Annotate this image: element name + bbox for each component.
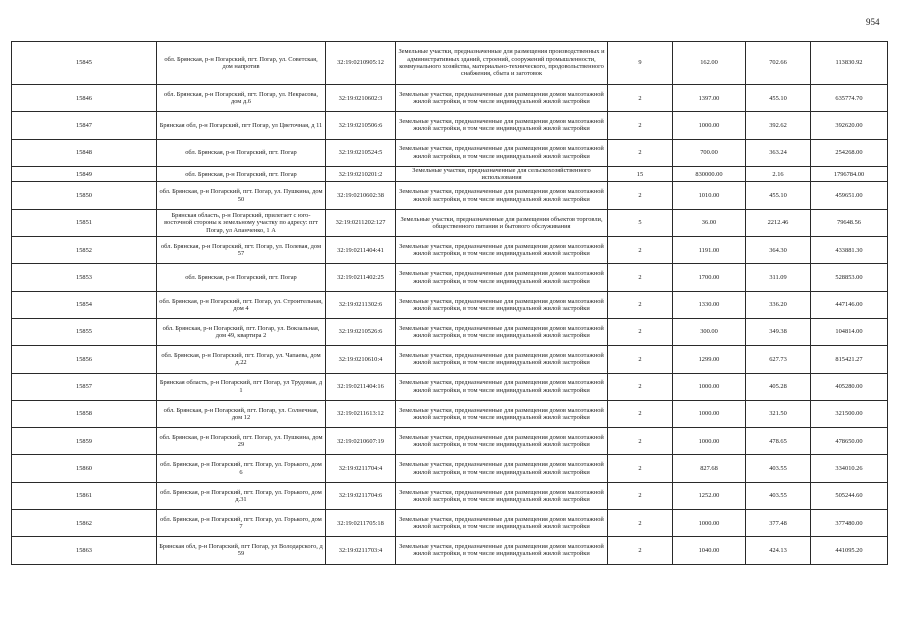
address-cell: обл. Брянская, р-н Погарский, пгт. Погар, ул. Пушкина, дом 50 <box>157 182 326 209</box>
row-number-cell: 15858 <box>12 400 157 427</box>
cadastral-value-cell: 459651.00 <box>811 182 888 209</box>
row-number-cell: 15847 <box>12 112 157 139</box>
cadastral-number-cell: 32:19:0211402:25 <box>326 264 396 291</box>
cadastral-number-cell: 32:19:0210526:6 <box>326 318 396 345</box>
page-number: 954 <box>866 17 880 27</box>
cadastral-number-cell: 32:19:0210506:6 <box>326 112 396 139</box>
address-cell: обл. Брянская, р-н Погарский, пгт. Погар, ул. Горького, дом 7 <box>157 510 326 537</box>
address-cell: Брянская обл, р-н Погарский, пгт Погар, ул Цветочная, д 11 <box>157 112 326 139</box>
cadastral-number-cell: 32:19:0211704:4 <box>326 455 396 482</box>
specific-value-cell: 363.24 <box>746 139 811 166</box>
table-row <box>12 537 888 564</box>
table-row <box>12 346 888 373</box>
cadastral-value-cell: 447146.00 <box>811 291 888 318</box>
specific-value-cell: 377.48 <box>746 510 811 537</box>
address-cell: обл. Брянская, р-н Погарский, пгт. Погар, ул. Горького, дом 6 <box>157 455 326 482</box>
table-row <box>12 209 888 236</box>
area-cell: 300.00 <box>673 318 746 345</box>
row-number-cell: 15852 <box>12 237 157 264</box>
row-number-cell: 15846 <box>12 85 157 112</box>
permitted-use-cell: Земельные участки, предназначенные для размещения производственных и административных зданий, строений, сооружений промышленности, коммунального хозяйства, материально-технического, продовольственного снабжения, сбыта и заготовок <box>396 42 608 85</box>
address-cell: обл. Брянская, р-н Погарский, пгт. Погар <box>157 166 326 182</box>
address-cell: обл. Брянская, р-н Погарский, пгт. Погар <box>157 139 326 166</box>
cadastral-value-cell: 79648.56 <box>811 209 888 236</box>
cadastral-number-cell: 32:19:0211404:16 <box>326 373 396 400</box>
permitted-use-cell: Земельные участки, предназначенные для размещения домов малоэтажной жилой застройки, в том числе индивидуальной жилой застройки <box>396 482 608 509</box>
cadastral-number-cell: 32:19:0210607:19 <box>326 428 396 455</box>
row-number-cell: 15851 <box>12 209 157 236</box>
cadastral-value-cell: 254268.00 <box>811 139 888 166</box>
use-group-code-cell: 2 <box>608 455 673 482</box>
address-cell: Брянская обл, р-н Погарский, пгт Погар, ул Володарского, д 59 <box>157 537 326 564</box>
specific-value-cell: 364.30 <box>746 237 811 264</box>
row-number-cell: 15848 <box>12 139 157 166</box>
cadastral-value-cell: 815421.27 <box>811 346 888 373</box>
row-number-cell: 15860 <box>12 455 157 482</box>
table-row <box>12 264 888 291</box>
cadastral-value-cell: 377480.00 <box>811 510 888 537</box>
specific-value-cell: 424.13 <box>746 537 811 564</box>
cadastral-value-cell: 478650.00 <box>811 428 888 455</box>
specific-value-cell: 311.09 <box>746 264 811 291</box>
use-group-code-cell: 2 <box>608 510 673 537</box>
table-row <box>12 85 888 112</box>
table-row <box>12 510 888 537</box>
area-cell: 1000.00 <box>673 112 746 139</box>
row-number-cell: 15854 <box>12 291 157 318</box>
specific-value-cell: 349.38 <box>746 318 811 345</box>
use-group-code-cell: 2 <box>608 537 673 564</box>
area-cell: 1000.00 <box>673 400 746 427</box>
address-cell: обл. Брянская, р-н Погарский, пгт. Погар, ул. Некрасова, дом д.6 <box>157 85 326 112</box>
cadastral-value-cell: 104814.00 <box>811 318 888 345</box>
cadastral-number-cell: 32:19:0211704:6 <box>326 482 396 509</box>
area-cell: 1191.00 <box>673 237 746 264</box>
table-row <box>12 455 888 482</box>
use-group-code-cell: 2 <box>608 139 673 166</box>
permitted-use-cell: Земельные участки, предназначенные для размещения домов малоэтажной жилой застройки, в том числе индивидуальной жилой застройки <box>396 85 608 112</box>
area-cell: 36.00 <box>673 209 746 236</box>
area-cell: 1010.00 <box>673 182 746 209</box>
use-group-code-cell: 2 <box>608 237 673 264</box>
area-cell: 1397.00 <box>673 85 746 112</box>
permitted-use-cell: Земельные участки, предназначенные для размещения домов малоэтажной жилой застройки, в том числе индивидуальной жилой застройки <box>396 139 608 166</box>
use-group-code-cell: 2 <box>608 112 673 139</box>
area-cell: 1299.00 <box>673 346 746 373</box>
permitted-use-cell: Земельные участки, предназначенные для размещения домов малоэтажной жилой застройки, в том числе индивидуальной жилой застройки <box>396 455 608 482</box>
use-group-code-cell: 2 <box>608 482 673 509</box>
use-group-code-cell: 2 <box>608 400 673 427</box>
area-cell: 1330.00 <box>673 291 746 318</box>
permitted-use-cell: Земельные участки, предназначенные для размещения домов малоэтажной жилой застройки, в том числе индивидуальной жилой застройки <box>396 264 608 291</box>
table-row <box>12 373 888 400</box>
cadastral-number-cell: 32:19:0210905:12 <box>326 42 396 85</box>
row-number-cell: 15853 <box>12 264 157 291</box>
permitted-use-cell: Земельные участки, предназначенные для размещения домов малоэтажной жилой застройки, в том числе индивидуальной жилой застройки <box>396 373 608 400</box>
row-number-cell: 15855 <box>12 318 157 345</box>
permitted-use-cell: Земельные участки, предназначенные для размещения домов малоэтажной жилой застройки, в том числе индивидуальной жилой застройки <box>396 318 608 345</box>
cadastral-value-cell: 334010.26 <box>811 455 888 482</box>
cadastral-value-table <box>11 41 888 565</box>
cadastral-value-cell: 405280.00 <box>811 373 888 400</box>
table-row <box>12 428 888 455</box>
row-number-cell: 15862 <box>12 510 157 537</box>
use-group-code-cell: 2 <box>608 182 673 209</box>
area-cell: 1000.00 <box>673 510 746 537</box>
cadastral-number-cell: 32:19:0210201:2 <box>326 166 396 182</box>
permitted-use-cell: Земельные участки, предназначенные для размещения домов малоэтажной жилой застройки, в том числе индивидуальной жилой застройки <box>396 182 608 209</box>
permitted-use-cell: Земельные участки, предназначенные для размещения домов малоэтажной жилой застройки, в том числе индивидуальной жилой застройки <box>396 237 608 264</box>
table-row <box>12 166 888 182</box>
permitted-use-cell: Земельные участки, предназначенные для размещения домов малоэтажной жилой застройки, в том числе индивидуальной жилой застройки <box>396 428 608 455</box>
specific-value-cell: 627.73 <box>746 346 811 373</box>
permitted-use-cell: Земельные участки, предназначенные для размещения домов малоэтажной жилой застройки, в том числе индивидуальной жилой застройки <box>396 346 608 373</box>
address-cell: обл. Брянская, р-н Погарский, пгт. Погар, ул. Чапаева, дом д.22 <box>157 346 326 373</box>
cadastral-number-cell: 32:19:0210524:5 <box>326 139 396 166</box>
cadastral-value-cell: 113830.92 <box>811 42 888 85</box>
specific-value-cell: 403.55 <box>746 455 811 482</box>
area-cell: 827.68 <box>673 455 746 482</box>
address-cell: обл. Брянская, р-н Погарский, пгт. Погар, ул. Вокзальная, дом 49, квартира 2 <box>157 318 326 345</box>
permitted-use-cell: Земельные участки, предназначенные для размещения домов малоэтажной жилой застройки, в том числе индивидуальной жилой застройки <box>396 400 608 427</box>
cadastral-number-cell: 32:19:0211613:12 <box>326 400 396 427</box>
table-row <box>12 400 888 427</box>
use-group-code-cell: 2 <box>608 373 673 400</box>
cadastral-number-cell: 32:19:0211202:127 <box>326 209 396 236</box>
cadastral-value-cell: 635774.70 <box>811 85 888 112</box>
use-group-code-cell: 2 <box>608 318 673 345</box>
area-cell: 1000.00 <box>673 428 746 455</box>
area-cell: 1040.00 <box>673 537 746 564</box>
use-group-code-cell: 2 <box>608 264 673 291</box>
row-number-cell: 15849 <box>12 166 157 182</box>
cadastral-number-cell: 32:19:0210602:38 <box>326 182 396 209</box>
permitted-use-cell: Земельные участки, предназначенные для размещения домов малоэтажной жилой застройки, в том числе индивидуальной жилой застройки <box>396 291 608 318</box>
address-cell: обл. Брянская, р-н Погарский, пгт. Погар, ул. Советская, дом напротив <box>157 42 326 85</box>
use-group-code-cell: 9 <box>608 42 673 85</box>
address-cell: обл. Брянская, р-н Погарский, пгт. Погар, ул. Строительная, дом 4 <box>157 291 326 318</box>
table-row <box>12 182 888 209</box>
permitted-use-cell: Земельные участки, предназначенные для размещения объектов торговли, общественного питания и бытового обслуживания <box>396 209 608 236</box>
table-row <box>12 112 888 139</box>
permitted-use-cell: Земельные участки, предназначенные для сельскохозяйственного использования <box>396 166 608 182</box>
area-cell: 1252.00 <box>673 482 746 509</box>
row-number-cell: 15856 <box>12 346 157 373</box>
address-cell: обл. Брянская, р-н Погарский, пгт. Погар, ул. Пушкина, дом 29 <box>157 428 326 455</box>
area-cell: 162.00 <box>673 42 746 85</box>
cadastral-value-cell: 321500.00 <box>811 400 888 427</box>
specific-value-cell: 455.10 <box>746 182 811 209</box>
table-body <box>12 42 888 565</box>
use-group-code-cell: 2 <box>608 85 673 112</box>
address-cell: Брянская область, р-н Погарский, пгт Погар, ул Трудовая, д 1 <box>157 373 326 400</box>
address-cell: Брянская область, р-н Погарский, прилегает с юго-восточной стороны к земельному участку по адресу: пгт Погар, ул Апанченко, 1 А <box>157 209 326 236</box>
specific-value-cell: 321.50 <box>746 400 811 427</box>
permitted-use-cell: Земельные участки, предназначенные для размещения домов малоэтажной жилой застройки, в том числе индивидуальной жилой застройки <box>396 510 608 537</box>
cadastral-number-cell: 32:19:0211703:4 <box>326 537 396 564</box>
permitted-use-cell: Земельные участки, предназначенные для размещения домов малоэтажной жилой застройки, в том числе индивидуальной жилой застройки <box>396 112 608 139</box>
use-group-code-cell: 15 <box>608 166 673 182</box>
area-cell: 1000.00 <box>673 373 746 400</box>
specific-value-cell: 2212.46 <box>746 209 811 236</box>
specific-value-cell: 392.62 <box>746 112 811 139</box>
specific-value-cell: 455.10 <box>746 85 811 112</box>
specific-value-cell: 702.66 <box>746 42 811 85</box>
cadastral-value-cell: 1796784.00 <box>811 166 888 182</box>
cadastral-number-cell: 32:19:0210602:3 <box>326 85 396 112</box>
table-row <box>12 482 888 509</box>
table-row <box>12 291 888 318</box>
address-cell: обл. Брянская, р-н Погарский, пгт. Погар, ул. Горького, дом д.31 <box>157 482 326 509</box>
row-number-cell: 15863 <box>12 537 157 564</box>
table-row <box>12 139 888 166</box>
specific-value-cell: 405.28 <box>746 373 811 400</box>
cadastral-value-cell: 392620.00 <box>811 112 888 139</box>
cadastral-number-cell: 32:19:0210610:4 <box>326 346 396 373</box>
address-cell: обл. Брянская, р-н Погарский, пгт. Погар <box>157 264 326 291</box>
cadastral-value-cell: 441095.20 <box>811 537 888 564</box>
specific-value-cell: 2.16 <box>746 166 811 182</box>
row-number-cell: 15859 <box>12 428 157 455</box>
area-cell: 830000.00 <box>673 166 746 182</box>
address-cell: обл. Брянская, р-н Погарский, пгт. Погар, ул. Солнечная, дом 12 <box>157 400 326 427</box>
row-number-cell: 15861 <box>12 482 157 509</box>
cadastral-value-cell: 528853.00 <box>811 264 888 291</box>
row-number-cell: 15857 <box>12 373 157 400</box>
cadastral-number-cell: 32:19:0211705:18 <box>326 510 396 537</box>
use-group-code-cell: 2 <box>608 428 673 455</box>
area-cell: 1700.00 <box>673 264 746 291</box>
address-cell: обл. Брянская, р-н Погарский, пгт. Погар, ул. Полевая, дом 57 <box>157 237 326 264</box>
permitted-use-cell: Земельные участки, предназначенные для размещения домов малоэтажной жилой застройки, в том числе индивидуальной жилой застройки <box>396 537 608 564</box>
row-number-cell: 15845 <box>12 42 157 85</box>
specific-value-cell: 336.20 <box>746 291 811 318</box>
cadastral-number-cell: 32:19:0211302:6 <box>326 291 396 318</box>
use-group-code-cell: 2 <box>608 291 673 318</box>
area-cell: 700.00 <box>673 139 746 166</box>
row-number-cell: 15850 <box>12 182 157 209</box>
use-group-code-cell: 5 <box>608 209 673 236</box>
table-row <box>12 237 888 264</box>
cadastral-value-cell: 505244.60 <box>811 482 888 509</box>
specific-value-cell: 478.65 <box>746 428 811 455</box>
table-row <box>12 42 888 85</box>
use-group-code-cell: 2 <box>608 346 673 373</box>
specific-value-cell: 403.55 <box>746 482 811 509</box>
table-row <box>12 318 888 345</box>
cadastral-number-cell: 32:19:0211404:41 <box>326 237 396 264</box>
cadastral-value-cell: 433881.30 <box>811 237 888 264</box>
